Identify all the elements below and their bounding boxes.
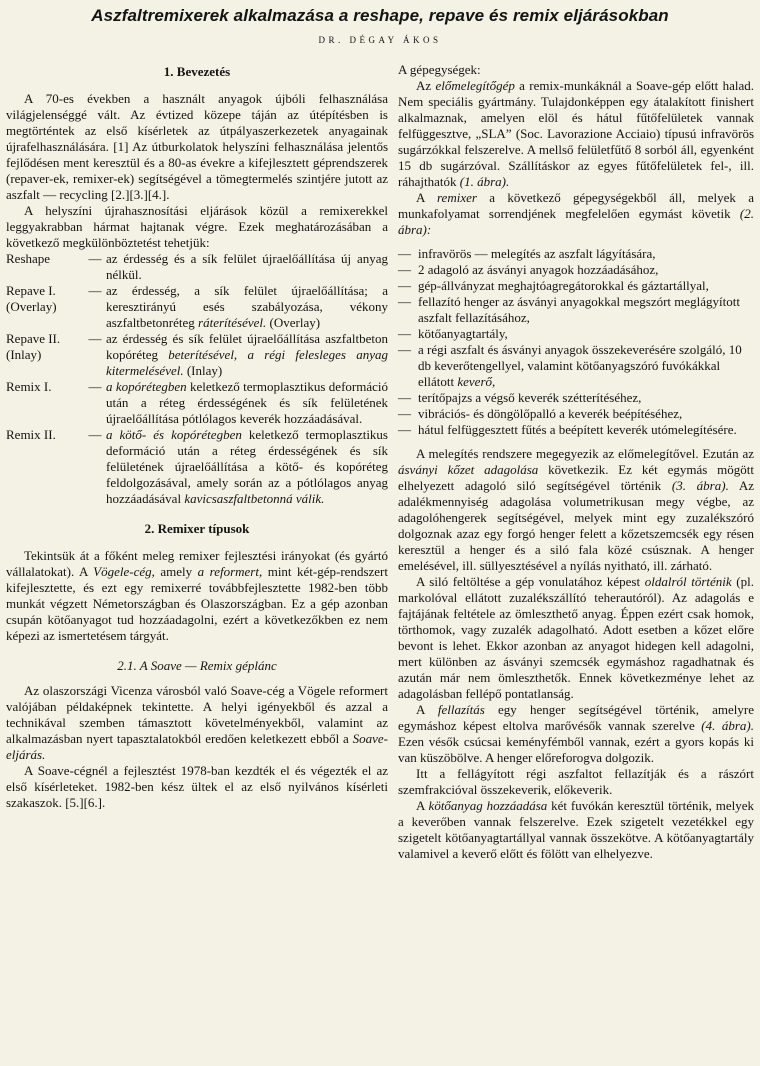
list-item-text: hátul felfüggesztett fűtés a beépített keverék utómelegítésére.	[418, 422, 737, 437]
italic-run: Soave-eljárás.	[6, 731, 388, 762]
dash-glyph: —	[88, 331, 102, 346]
list-item	[398, 294, 754, 326]
italic-run: beterítésével, a régi felesleges anyag kitermelésével.	[106, 347, 388, 378]
list-item	[398, 390, 754, 406]
silo-paragraph	[398, 574, 754, 702]
italic-run: remixer	[436, 190, 477, 205]
list-item	[398, 342, 754, 390]
spacer	[398, 238, 754, 246]
text-run: Az	[416, 78, 436, 93]
heating-paragraph	[398, 446, 754, 574]
italic-run: (2. ábra):	[398, 206, 754, 237]
dash-glyph: —	[88, 251, 102, 266]
text-run: az érdesség és sík felület újraelőállítása aszfaltbeton kopóréteg	[106, 331, 388, 362]
list-item-text: terítőpajzs a végső keverék szétterítéséhez,	[418, 390, 642, 405]
text-run: keletkező termoplasztikus deformáció után a réteg érdességének és sík felületének újraelőállítása pótlólagos keverék hozzáadásával.	[106, 379, 388, 426]
dash-glyph: —	[88, 379, 102, 394]
text-run: a következő gépegységekből áll, melyek a munkafolyamat sorrendjének megfelelően egymást követik	[398, 190, 754, 221]
italic-run: ásványi kőzet adagolása	[398, 462, 539, 477]
definition-term: Repave II. (Inlay)	[6, 331, 61, 362]
text-run: A siló feltöltése a gép vonulatához képest	[416, 574, 645, 589]
dash-glyph: —	[88, 283, 102, 298]
list-item	[398, 246, 754, 262]
list-item	[398, 262, 754, 278]
definition-repave-1	[6, 283, 388, 331]
text-run: a régi aszfalt és ásványi anyagok összekeverésére szolgáló, 10 db keverőtengellyel, valamint kötőanyagszóró fuvókákkal ellátott	[418, 342, 742, 389]
text-run: (pl. markolóval ellátott zuzalékszállító teherautóról). Az adagolás e fajtájának feltétele az ömleszthető anyag. Éppen ezért csak homok, törthomok, vagy zuzalék adagolható. Adott esetben a kőzet előre bevont is lehet. Ekkor azonban az anyagot hidegen kell adagolni, mert különben az ásványi szemcsék egymáshoz ragadhatnak és azután már nem ömleszthetők. Ennek következménye lehet az adagolásban fellépő pontatlanság.	[398, 574, 754, 701]
definition-term: Repave I. (Overlay)	[6, 283, 57, 314]
intro-paragraph-1: A 70-es években a használt anyagok újbóli felhasználása világjelenséggé vált. Az évtized közepe táján az útépítésben is megtörténtek az első kísérletek az útpályaszerkezetek anyagainak újrafelhasználására. [1] Az útburkolatok helyszíni felhasználása jelentős fejlődésen ment keresztül és a 80-as évekre a kifejlesztett géprendszerek (repaver-ek, remixer-ek) segítségével a tömegtermelés szintjére jutott az aszfalt — recycling [2.][3.][4.].	[6, 91, 388, 202]
italic-run: előmelegítőgép	[435, 78, 515, 93]
definition-reshape	[6, 251, 388, 283]
italic-run: keverő,	[457, 374, 496, 389]
dash-glyph: —	[398, 294, 411, 309]
definition-desc	[106, 379, 388, 427]
text-run: mint két-gép-rendszert kifejlesztette, és ezt egy remixerré továbbfejlesztette 1982-ben több munkát végzett Németországban és Olaszországban. Ez a gép azonban csupán kötőanyagot tud hozzáadagolni, ezért a következőkben ez nem képezi az ismertetésem tárgyát.	[6, 564, 388, 643]
italic-run: Vögele-cég,	[93, 564, 155, 579]
remixer-types-paragraph	[6, 548, 388, 644]
subsection-heading-soave: 2.1. A Soave — Remix géplánc	[117, 658, 277, 673]
intro-paragraph-2: A helyszíni újrahasznosítási eljárások közül a remixerekkel leggyakrabban hármat hajtanak végre. Ezek meghatározásában a következő megkülönböztetést tehetjük:	[6, 203, 388, 250]
list-item	[398, 326, 754, 342]
soave-paragraph-1	[6, 683, 388, 763]
spacer	[398, 438, 754, 446]
list-item-text: infravörös — melegítés az aszfalt lágyítására,	[418, 246, 656, 261]
left-column	[6, 62, 388, 811]
text-run: (Overlay)	[266, 315, 321, 330]
right-column	[398, 62, 754, 862]
italic-run: (1. ábra).	[459, 174, 510, 189]
text-run: amely	[154, 564, 198, 579]
definition-list	[6, 251, 388, 507]
text-run: A	[416, 702, 438, 717]
text-run: az érdesség, a sík felület újraelőállítása; a keresztirányú esés szabályozása, vékony aszfaltbetonréteg	[106, 283, 388, 330]
dash-glyph: —	[398, 406, 411, 421]
list-item	[398, 406, 754, 422]
dash-glyph: —	[398, 326, 411, 341]
spacer	[6, 644, 388, 656]
text-run: A	[416, 798, 429, 813]
definition-desc: az érdesség és a sík felület újraelőállítása új anyag nélkül.	[106, 251, 388, 282]
dash-glyph: —	[398, 422, 411, 437]
mixing-paragraph: Itt a fellágyított régi aszfaltot fellazítják és a rászórt szemfrakcióval összekeverik, előkeverik.	[398, 766, 754, 797]
list-item-text: kötőanyagtartály,	[418, 326, 508, 341]
italic-run: a kötő- és kopórétegben	[106, 427, 242, 442]
list-item	[398, 278, 754, 294]
italic-run: (4. ábra).	[701, 718, 755, 733]
section-heading-introduction: 1. Bevezetés	[163, 64, 231, 79]
text-run: következik. Ez két egymás mögött elhelyezett adagoló siló segítségével történik	[398, 462, 754, 493]
list-item-text: vibrációs- és döngölőpalló a keverék beépítéséhez,	[418, 406, 683, 421]
text-run: Az adalékmennyiség adagolása volumetrikusan megy végbe, az adagolóhengerek segítségével, melyek mint egy zuzalékszóró dolgoznak azaz egy forgó henger felett a kőzetszemcsék egy résen keresztül a henger és a siló fala közé csúsznak. A henger emelésével, ill. süllyesztésével a nyílás nyitható, ill. zárható.	[398, 478, 755, 573]
text-run: a remix-munkáknál a Soave-gép előtt halad. Nem speciális gyártmány. Tulajdonképpen egy átalakított finishert alkalmaznak, amelyen elöl és hátul fűtőfelületek vannak felfüggesztve, „SLA” (Soc. Lavorazione Acciaio) típusú infravörös sugárzókkal felszerelve. A mellső felületfűtő 8 sorból áll, egyenként 15 db sugárzóval. Szállításkor az egyes fűtőfelületek fel-, ill. ráhajthatók	[398, 78, 754, 189]
remixer-paragraph	[398, 190, 754, 238]
soave-paragraph-2: A Soave-cégnél a fejlesztést 1978-ban kezdték el és végezték el az első kísérleteket. 1982-ben kész ültek el az első nyilvános kísérleti szakaszok. [5.][6.].	[6, 763, 388, 810]
text-run: egy henger segítségével történik, amelyre egymáshoz képest eltolva marővésők vannak szerelve	[398, 702, 754, 733]
text-run: Az olaszországi Vicenza városból való Soave-cég a Vögele reformert valójában példaképnek tekintette. A helyi igényekből és azzal a technikával szemben támasztott követelményekből, valamint az alkalmazásban nyert tapasztalatokból eredően keletkezett ebből a	[6, 683, 388, 746]
binder-paragraph	[398, 798, 754, 862]
italic-run: a reformert,	[197, 564, 263, 579]
list-item-text: gép-állványzat meghajtóagregátorokkal és gáztartállyal,	[418, 278, 709, 293]
machine-units-label: A gépegységek:	[398, 62, 481, 77]
definition-desc	[106, 427, 388, 507]
machine-units-list	[398, 246, 754, 438]
dash-glyph: —	[398, 262, 411, 277]
italic-run: (3. ábra).	[671, 478, 729, 493]
text-run: keletkező termoplasztikus deformáció után a réteg érdességének és sík felületének újraelőállítása a kötő- és kopóréteg feldolgozásával, amely során az a pótlólagos anyag hozzáadásával	[106, 427, 388, 506]
definition-desc	[106, 331, 388, 379]
definition-term: Reshape	[6, 251, 51, 266]
dash-glyph: —	[88, 427, 102, 442]
text-run: Tekintsük át a főként meleg remixer fejlesztési irányokat (és gyártó vállalatokat). A	[6, 548, 388, 579]
dash-glyph: —	[398, 342, 411, 357]
list-item	[398, 422, 754, 438]
list-item-text	[418, 342, 754, 390]
preheater-paragraph	[398, 78, 754, 190]
text-run: (Inlay)	[183, 363, 223, 378]
italic-run: oldalról történik	[644, 574, 732, 589]
definition-remix-1	[6, 379, 388, 427]
spacer	[6, 507, 388, 519]
list-item-text: 2 adagoló az ásványi anyagok hozzáadásához,	[418, 262, 659, 277]
text-run: Ezen vésők csúcsai keményfémből vannak, ezért a gyors kopás ki van küszöbölve. A henger előreforogva dolgozik.	[398, 734, 754, 765]
text-run: A melegítés rendszere megegyezik az előmelegítővel. Ezután az	[416, 446, 754, 461]
definition-term: Remix II.	[6, 427, 56, 442]
text-run: két fuvókán keresztül történik, melyek a keverőben vannak felszerelve. Ezek szigetelt vezetékkel egy szigetelt kötőanyagtartállyal vannak összekötve. A kötőanyagtartály valamivel a keverő előtt és fölött van elhelyezve.	[398, 798, 754, 861]
definition-remix-2	[6, 427, 388, 507]
definition-repave-2	[6, 331, 388, 379]
dash-glyph: —	[398, 390, 411, 405]
loosening-paragraph	[398, 702, 754, 766]
dash-glyph: —	[398, 278, 411, 293]
section-heading-remixer-types: 2. Remixer típusok	[144, 521, 250, 536]
article-author: DR. DÉGAY ÁKOS	[318, 35, 442, 45]
italic-run: ráterítésével.	[198, 315, 267, 330]
italic-run: a kopórétegben	[106, 379, 187, 394]
definition-term: Remix I.	[6, 379, 52, 394]
definition-desc	[106, 283, 388, 331]
italic-run: kötőanyag hozzáadása	[428, 798, 548, 813]
dash-glyph: —	[398, 246, 411, 261]
article-title: Aszfaltremixerek alkalmazása a reshape, repave és remix eljárásokban	[91, 6, 669, 25]
italic-run: fellazítás	[437, 702, 485, 717]
italic-run: kavicsaszfaltbetonná válik.	[184, 491, 325, 506]
text-run: A	[416, 190, 437, 205]
list-item-text: fellazító henger az ásványi anyagokkal megszórt meglágyított aszfalt fellazításához,	[418, 294, 740, 325]
